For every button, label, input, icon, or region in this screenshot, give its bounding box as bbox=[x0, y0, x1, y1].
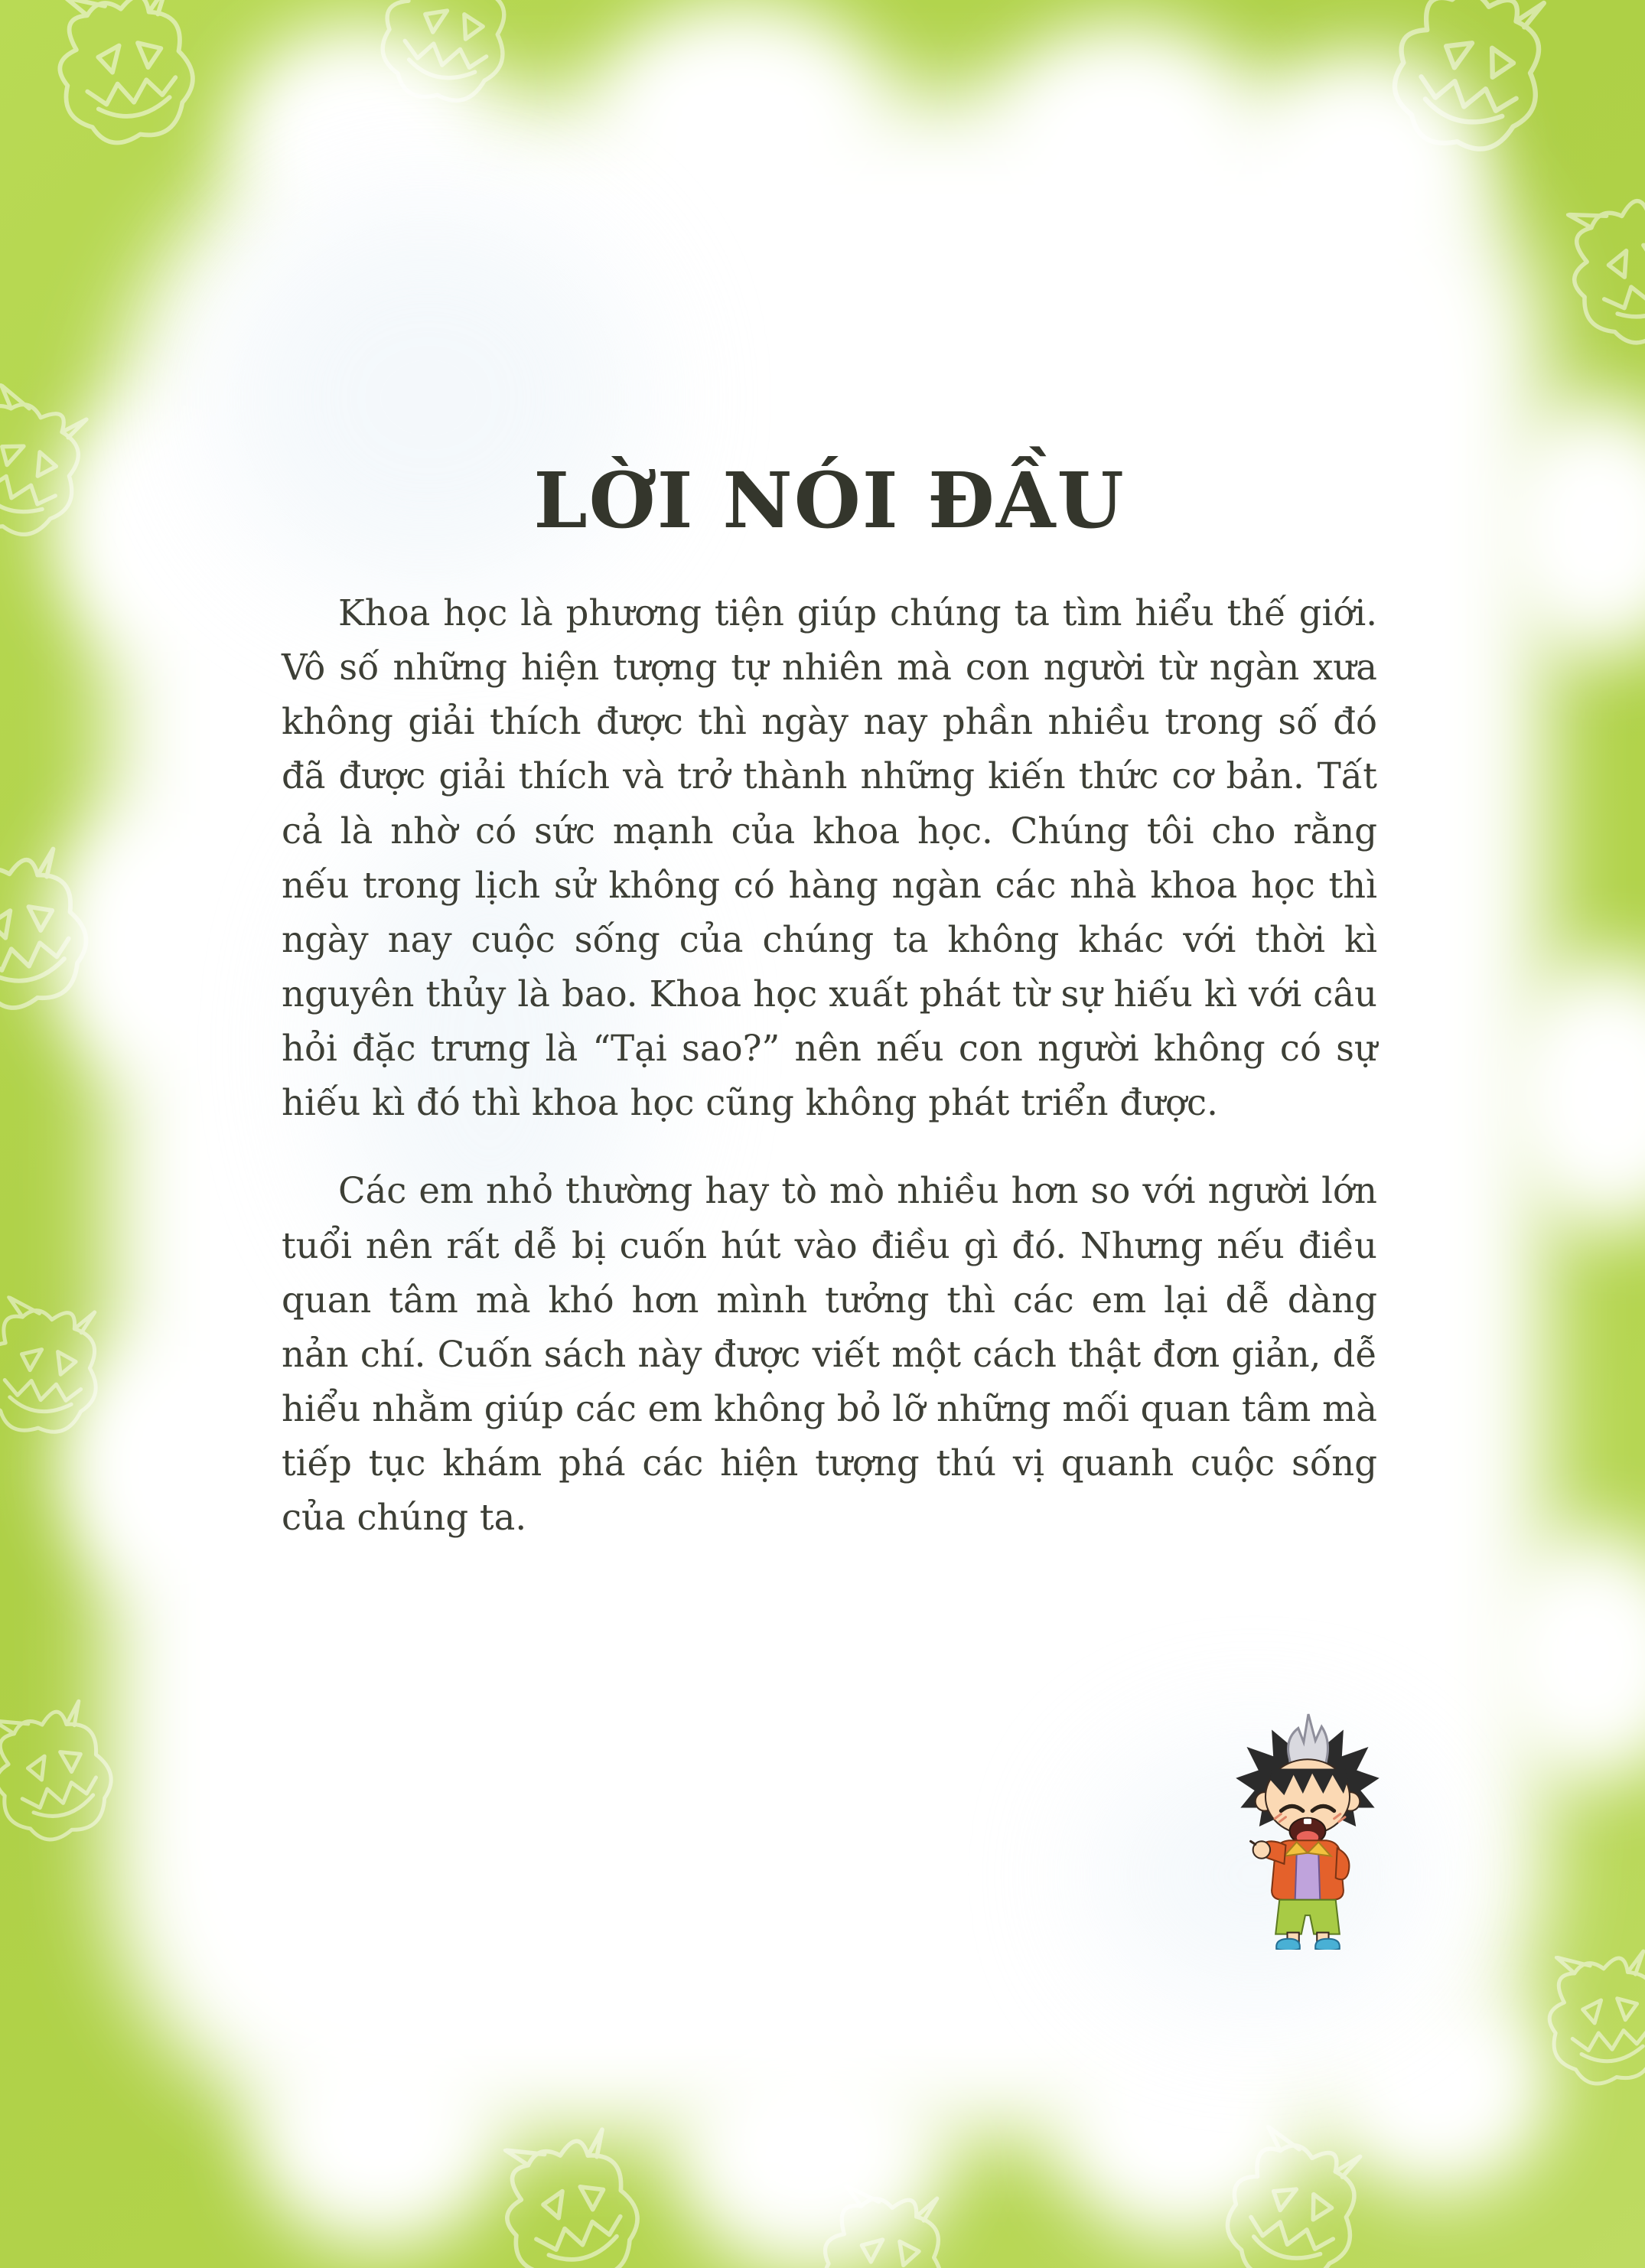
cloud-bump bbox=[1056, 2012, 1308, 2242]
cloud-bump bbox=[61, 1339, 283, 1592]
laughing-boy-illustration bbox=[1229, 1708, 1386, 1950]
cloud-bump bbox=[252, 2020, 505, 2250]
preface-content bbox=[282, 0, 1377, 1545]
imp-face-watermark-icon bbox=[31, 0, 217, 164]
cloud-bump bbox=[1324, 1974, 1553, 2196]
cloud-bump bbox=[46, 803, 275, 1079]
cloud-bump bbox=[673, 2035, 949, 2268]
preface-paragraph-2: Các em nhỏ thường hay tò mò nhiều hơn so với người lớn tuổi nên rất dễ bị cuốn hút vào điều gì đó. Nhưng nếu điều quan tâm mà khó hơn mình tưởng thì các em lại dễ dàng nản chí. Cuốn sách này được viết một cách thật đơn giản, dễ hiểu nhằm giúp các em không bỏ lỡ những mối quan tâm mà tiếp tục khám phá các hiện tượng thú vị quanh cuộc sống của chúng ta. bbox=[282, 1170, 1377, 1539]
page-title: LỜI NÓI ĐẦU bbox=[533, 455, 1125, 546]
imp-face-watermark-icon bbox=[1536, 174, 1645, 372]
preface-paragraph-1: Khoa học là phương tiện giúp chúng ta tìm hiểu thế giới. Vô số những hiện tượng tự nhiên mà con người từ ngàn xưa không giải thích được thì ngày nay phần nhiều trong số đó đã được giải thích và trở thành những kiến thức cơ bản. Tất cả là nhờ có sức mạnh của khoa học. Chúng tôi cho rằng nếu trong lịch sử không có hàng ngàn các nhà khoa học thì ngày nay cuộc sống của chúng ta không khác với thời kì nguyên thủy là bao. Khoa học xuất phát từ sự hiếu kì với câu hỏi đặc trưng là “Tại sao?” nên nếu con người không có sự hiếu kì đó thì khoa học cũng không phát triển được. bbox=[282, 592, 1377, 1124]
